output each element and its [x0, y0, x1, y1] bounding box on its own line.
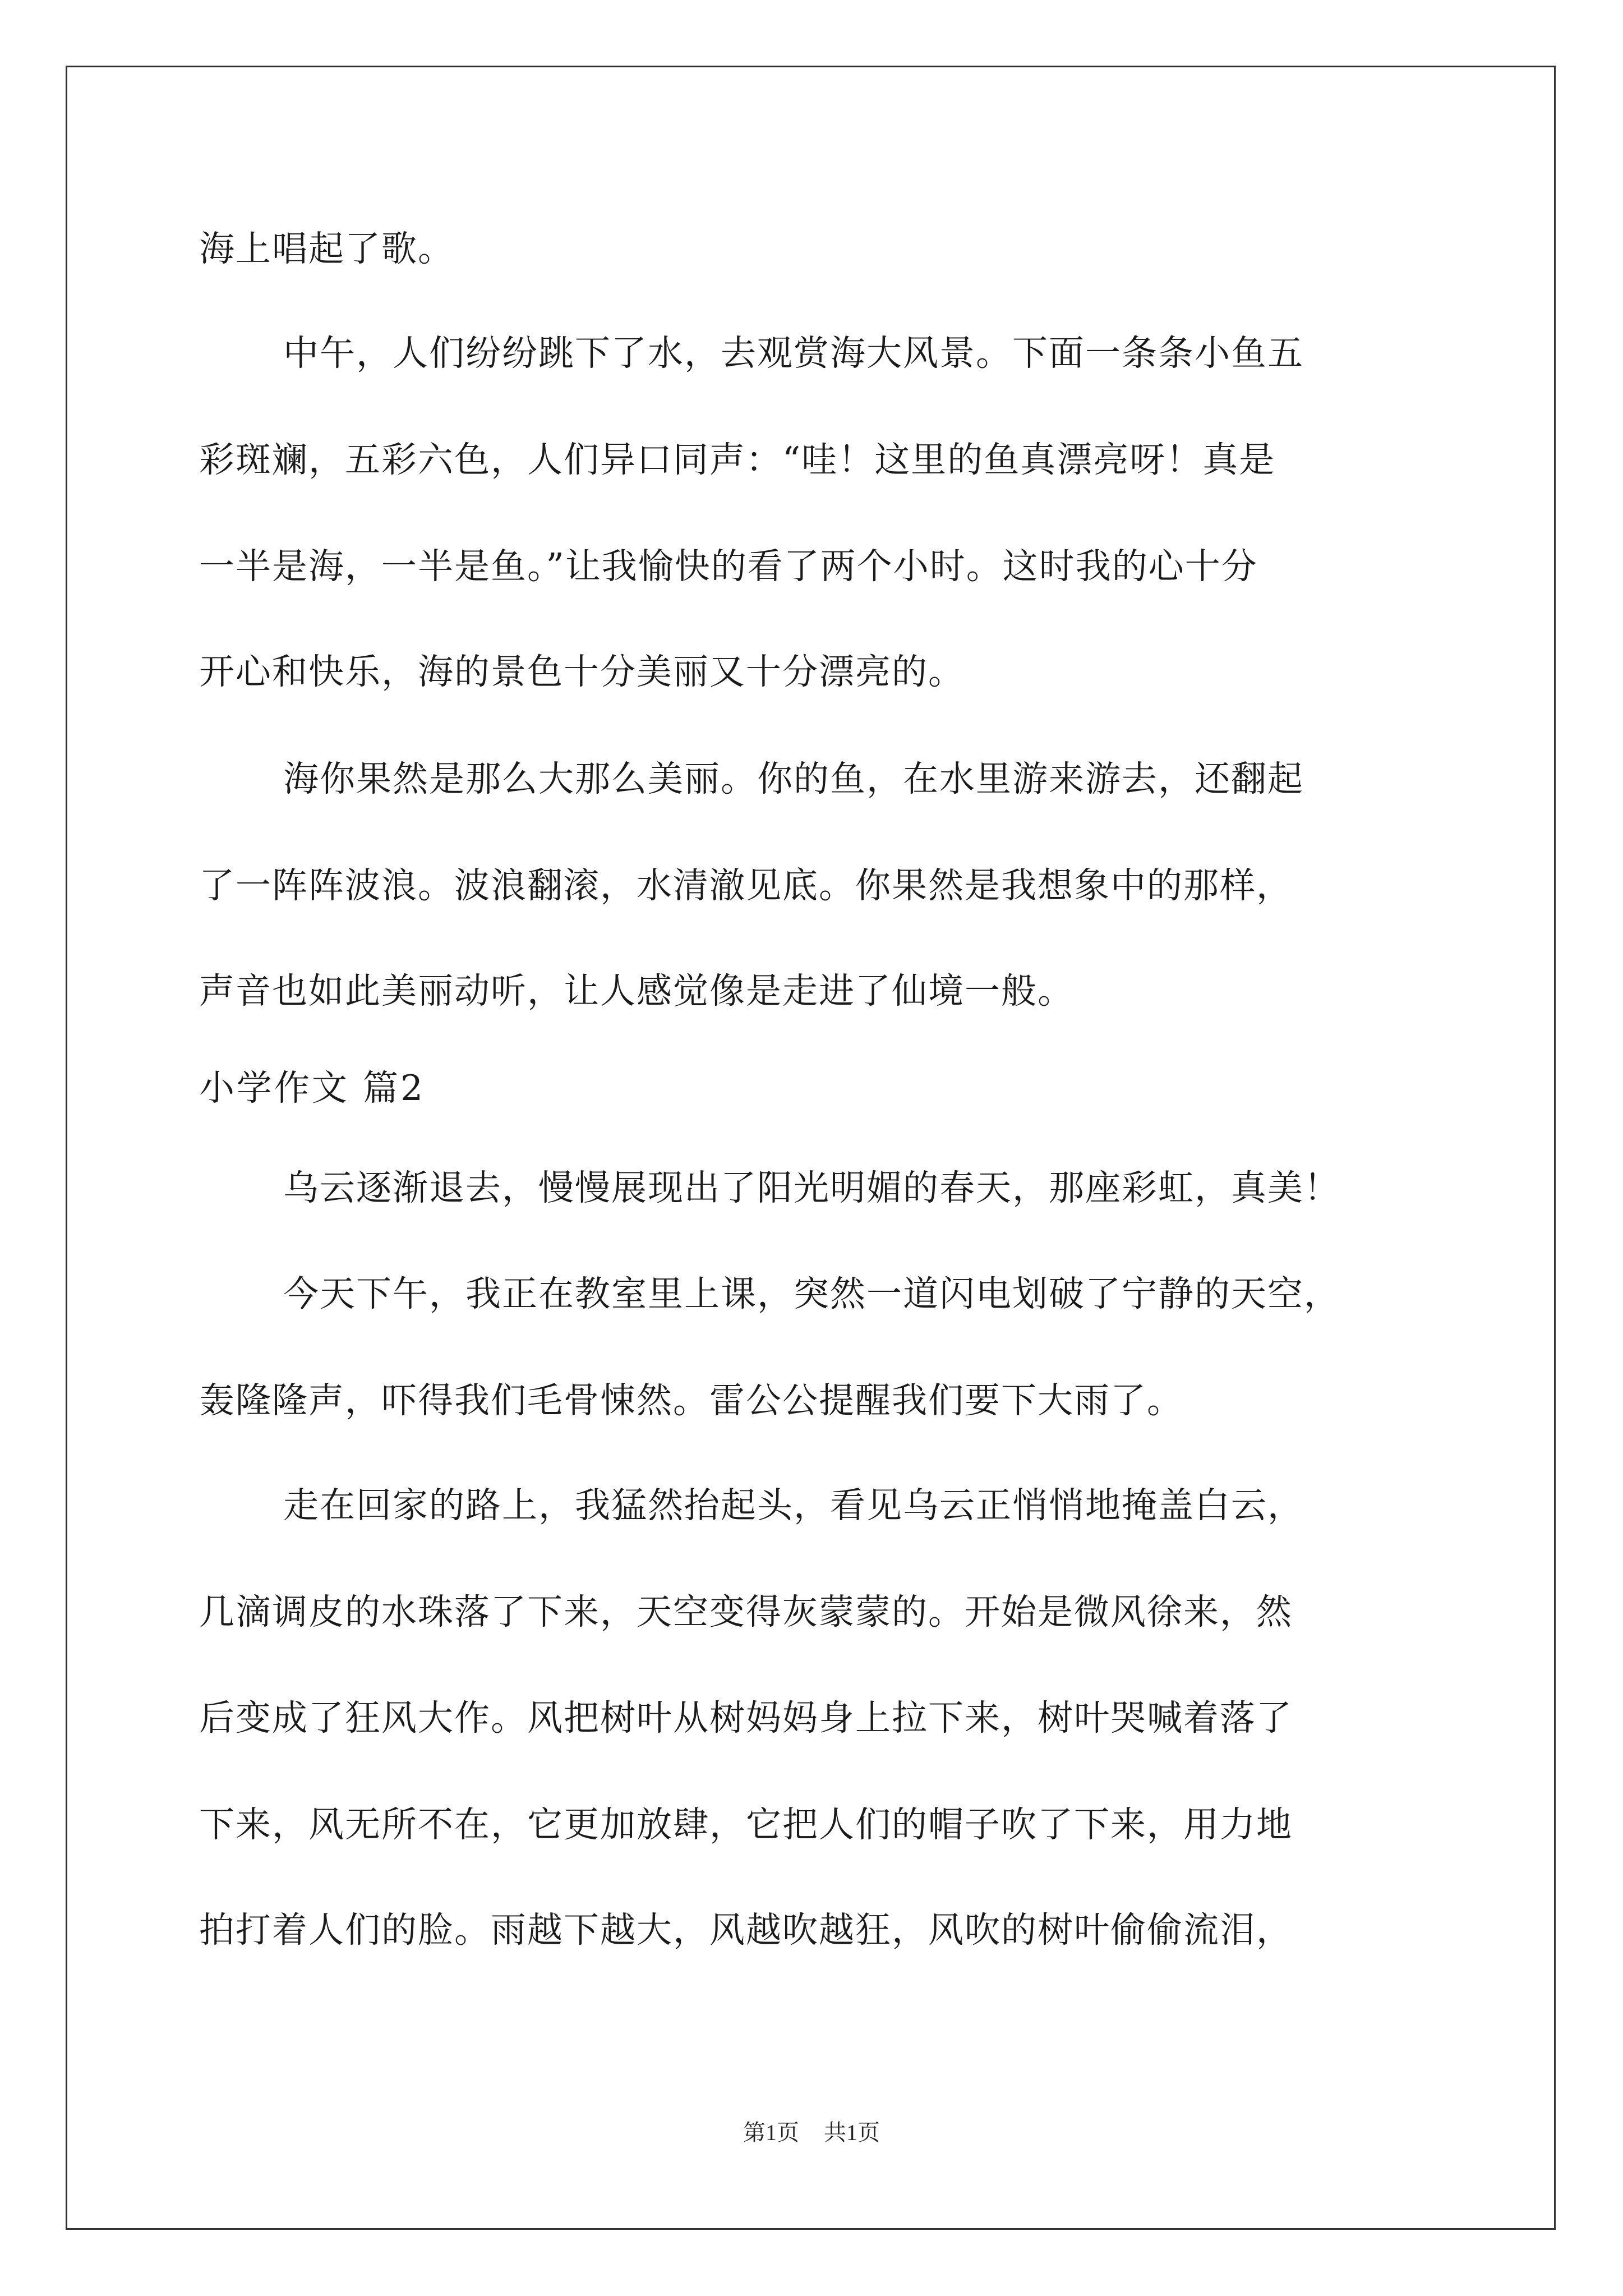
text-line: 后变成了狂风大作。风把树叶从树妈妈身上拉下来，树叶哭喊着落了: [199, 1697, 1293, 1738]
text-line: 轰隆隆声，吓得我们毛骨悚然。雷公公提醒我们要下大雨了。: [199, 1380, 1183, 1421]
text-line: 开心和快乐，海的景色十分美丽又十分漂亮的。: [199, 651, 965, 692]
text-line: 中午，人们纷纷跳下了水，去观赏海大风景。下面一条条小鱼五: [283, 333, 1304, 374]
page-total: 共1页: [824, 2120, 880, 2145]
text-line: 了一阵阵波浪。波浪翻滚，水清澈见底。你果然是我想象中的那样，: [199, 865, 1293, 906]
text-line: 走在回家的路上，我猛然抬起头，看见乌云正悄悄地掩盖白云，: [283, 1485, 1304, 1526]
text-line: 声音也如此美丽动听，让人感觉像是走进了仙境一般。: [199, 970, 1074, 1011]
text-line: 下来，风无所不在，它更加放肆，它把人们的帽子吹了下来，用力地: [199, 1804, 1293, 1845]
page-frame: [66, 66, 1556, 2230]
page-footer: [0, 2115, 1623, 2147]
section-heading: 小学作文 篇2: [199, 1068, 426, 1108]
text-line: 几滴调皮的水珠落了下来，天空变得灰蒙蒙的。开始是微风徐来，然: [199, 1591, 1293, 1632]
text-line: 彩斑斓，五彩六色，人们异口同声：“哇！这里的鱼真漂亮呀！真是: [199, 439, 1276, 480]
text-line: 海上唱起了歌。: [199, 228, 454, 269]
text-line: 海你果然是那么大那么美丽。你的鱼，在水里游来游去，还翻起: [283, 758, 1304, 799]
text-line: 拍打着人们的脸。雨越下越大，风越吹越狂，风吹的树叶偷偷流泪，: [199, 1910, 1293, 1950]
page-number: 第1页: [743, 2120, 799, 2145]
text-line: 今天下午，我正在教室里上课，突然一道闪电划破了宁静的天空，: [283, 1273, 1340, 1314]
text-line: 一半是海，一半是鱼。”让我愉快的看了两个小时。这时我的心十分: [199, 546, 1258, 587]
text-line: 乌云逐渐退去，慢慢展现出了阳光明媚的春天，那座彩虹，真美！: [283, 1167, 1340, 1208]
